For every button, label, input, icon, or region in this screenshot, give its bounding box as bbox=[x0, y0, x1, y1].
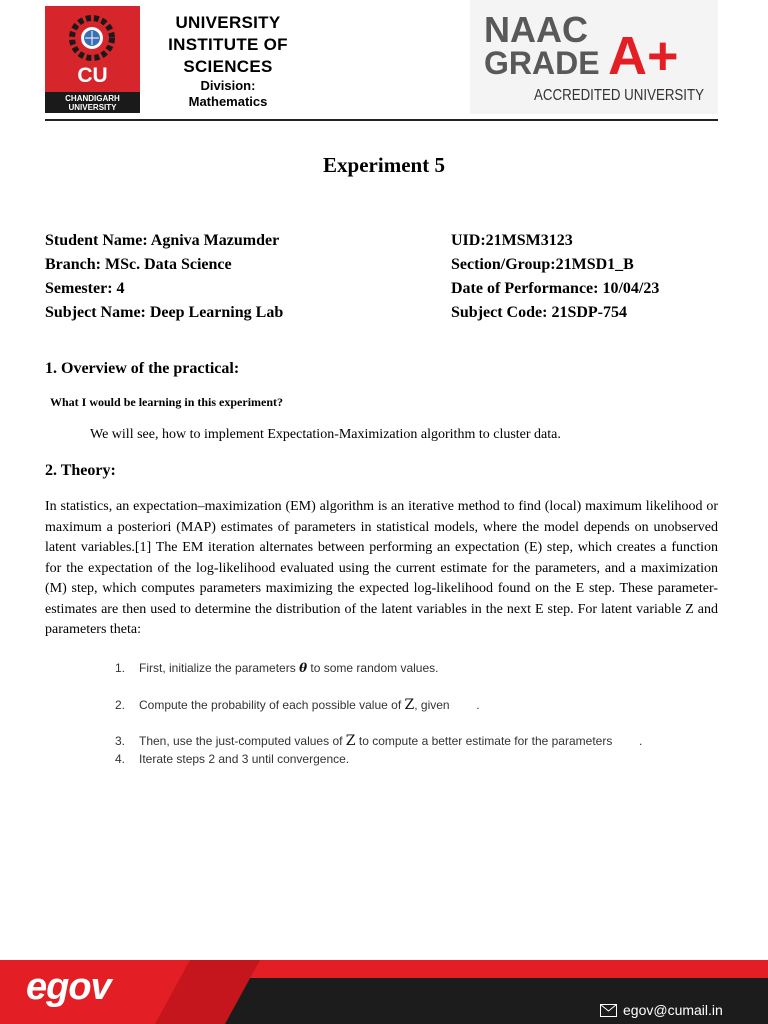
experiment-title: Experiment 5 bbox=[323, 153, 445, 177]
division-label: Division: bbox=[200, 78, 256, 93]
step-text: to compute a better estimate for the parameters . bbox=[355, 734, 643, 748]
step-text: , given . bbox=[414, 698, 480, 712]
z-symbol: Z bbox=[345, 733, 356, 749]
student-name: Student Name: Agniva Mazumder bbox=[45, 232, 280, 249]
branch: Branch: MSc. Data Science bbox=[45, 256, 232, 273]
accredited-university: ACCREDITED UNIVERSITY bbox=[534, 87, 705, 104]
cu-band bbox=[45, 92, 140, 113]
cu-band-line1: CHANDIGARH bbox=[65, 94, 120, 103]
grade-word: GRADE bbox=[484, 45, 600, 81]
footer-email[interactable]: egov@cumail.in bbox=[623, 1002, 723, 1018]
theory-text: In statistics, an expectation–maximization (EM) algorithm is an iterative method to find (local) maximum likelihood or maximum a posteriori (MAP) estimates of parameters in statistical models, where the model depends on unobserved latent variables.[1] The EM iteration alternates between performing an expectation (E) step, which creates a function for the expectation of the log-likelihood evaluated using the current estimate for the parameters, and a maximization (M) step, which computes parameters maximizing the expected log-likelihood found on the E step. These parameter-estimates are then used to determine the distribution of the latent variables in the next E step. For latent variable Z and parameters theta: bbox=[45, 499, 718, 637]
step-number: 3. bbox=[115, 734, 126, 748]
egov-logo: egov bbox=[26, 966, 111, 1008]
institute-line2: INSTITUTE OF bbox=[168, 35, 288, 54]
step-text: Then, use the just-computed values of bbox=[139, 734, 346, 748]
overview-question: What I would be learning in this experiment? bbox=[50, 395, 284, 409]
header-divider bbox=[45, 119, 718, 121]
theory-heading: 2. Theory: bbox=[45, 462, 116, 479]
cu-emblem-icon bbox=[59, 12, 125, 68]
theory-paragraph bbox=[45, 497, 718, 641]
student-info-left bbox=[45, 229, 283, 325]
step-2 bbox=[115, 697, 715, 713]
date-of-performance: Date of Performance: 10/04/23 bbox=[451, 280, 660, 297]
cu-letters: CU bbox=[77, 64, 108, 87]
naac-grade-logo bbox=[470, 0, 718, 114]
overview-heading: 1. Overview of the practical: bbox=[45, 360, 240, 377]
step-3 bbox=[115, 733, 715, 749]
step-number: 4. bbox=[115, 752, 126, 766]
cu-band-line2: UNIVERSITY bbox=[68, 103, 117, 112]
subject-name: Subject Name: Deep Learning Lab bbox=[45, 304, 284, 321]
uid: UID:21MSM3123 bbox=[451, 232, 573, 249]
step-text: to some random values. bbox=[307, 661, 439, 675]
mail-icon bbox=[600, 1004, 617, 1017]
step-number: 1. bbox=[115, 661, 126, 675]
semester: Semester: 4 bbox=[45, 280, 125, 297]
z-symbol: Z bbox=[404, 697, 415, 713]
step-text: First, initialize the parameters bbox=[139, 661, 300, 675]
step-number: 2. bbox=[115, 698, 126, 712]
institute-line1: UNIVERSITY bbox=[175, 13, 281, 32]
step-1 bbox=[115, 661, 715, 675]
grade-a-plus: A+ bbox=[608, 26, 679, 86]
step-4 bbox=[115, 752, 715, 766]
student-info-right bbox=[451, 229, 659, 325]
division-name: Mathematics bbox=[188, 94, 268, 109]
institute-name bbox=[150, 12, 306, 110]
section-group: Section/Group:21MSD1_B bbox=[451, 256, 634, 273]
overview-answer: We will see, how to implement Expectation-Maximization algorithm to cluster data. bbox=[90, 427, 561, 442]
step-text: Iterate steps 2 and 3 until convergence. bbox=[139, 752, 350, 766]
step-text: Compute the probability of each possible value of bbox=[139, 698, 405, 712]
theta-symbol: θ bbox=[299, 661, 308, 675]
naac-logo-graphic bbox=[470, 0, 718, 114]
institute-line3: SCIENCES bbox=[183, 57, 273, 76]
chandigarh-university-logo bbox=[45, 6, 140, 113]
subject-code: Subject Code: 21SDP-754 bbox=[451, 304, 627, 321]
naac-word: NAAC bbox=[484, 9, 588, 50]
